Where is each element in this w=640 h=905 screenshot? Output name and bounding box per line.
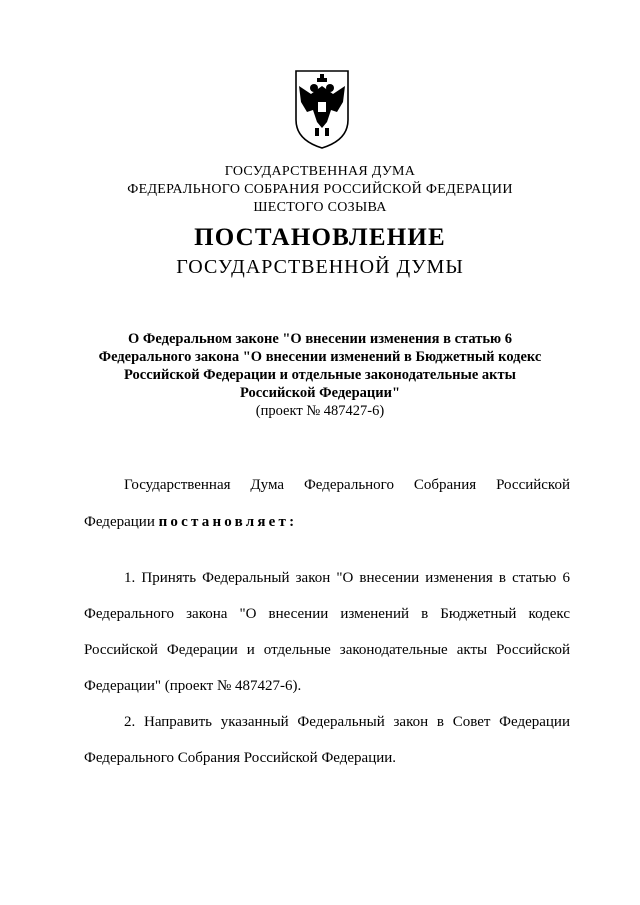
item-2-line-2: Федерального Собрания Российской Федерации. bbox=[84, 750, 397, 766]
item-1-line-2: Федерального закона "О внесении изменений в Бюджетный кодекс bbox=[84, 606, 570, 622]
item-1-line-4: Федерации" (проект № 487427-6). bbox=[84, 678, 302, 694]
subject-line-3: Российской Федерации и отдельные законодательные акты bbox=[124, 367, 516, 383]
header-line-1: ГОСУДАРСТВЕННАЯ ДУМА bbox=[224, 164, 416, 179]
subject-line-2: Федерального закона "О внесении изменений в Бюджетный кодекс bbox=[98, 349, 542, 365]
document-title: ПОСТАНОВЛЕНИЕ bbox=[194, 224, 446, 251]
item-2-line-1: 2. Направить указанный Федеральный закон в Совет Федерации bbox=[124, 714, 570, 730]
item-1-line-1: 1. Принять Федеральный закон "О внесении изменения в статью 6 bbox=[124, 570, 570, 586]
subject-line-4: Российской Федерации" bbox=[239, 385, 401, 401]
preamble-line-1: Государственная Дума Федерального Собрания Российской bbox=[124, 477, 570, 493]
document-subtitle: ГОСУДАРСТВЕННОЙ ДУМЫ bbox=[176, 256, 464, 278]
header-line-2: ФЕДЕРАЛЬНОГО СОБРАНИЯ РОССИЙСКОЙ ФЕДЕРАЦИИ bbox=[127, 182, 513, 197]
header-line-3: ШЕСТОГО СОЗЫВА bbox=[253, 200, 387, 215]
project-number: (проект № 487427-6) bbox=[255, 403, 385, 419]
preamble-line-2 bbox=[84, 512, 570, 532]
coat-of-arms-emblem bbox=[293, 68, 351, 150]
subject-line-1: О Федеральном законе "О внесении изменения в статью 6 bbox=[128, 331, 512, 347]
item-1-line-3: Российской Федерации и отдельные законодательные акты Российской bbox=[84, 642, 570, 658]
resolves-word: постановляет: bbox=[158, 514, 298, 530]
preamble-prefix: Федерации bbox=[84, 514, 155, 530]
